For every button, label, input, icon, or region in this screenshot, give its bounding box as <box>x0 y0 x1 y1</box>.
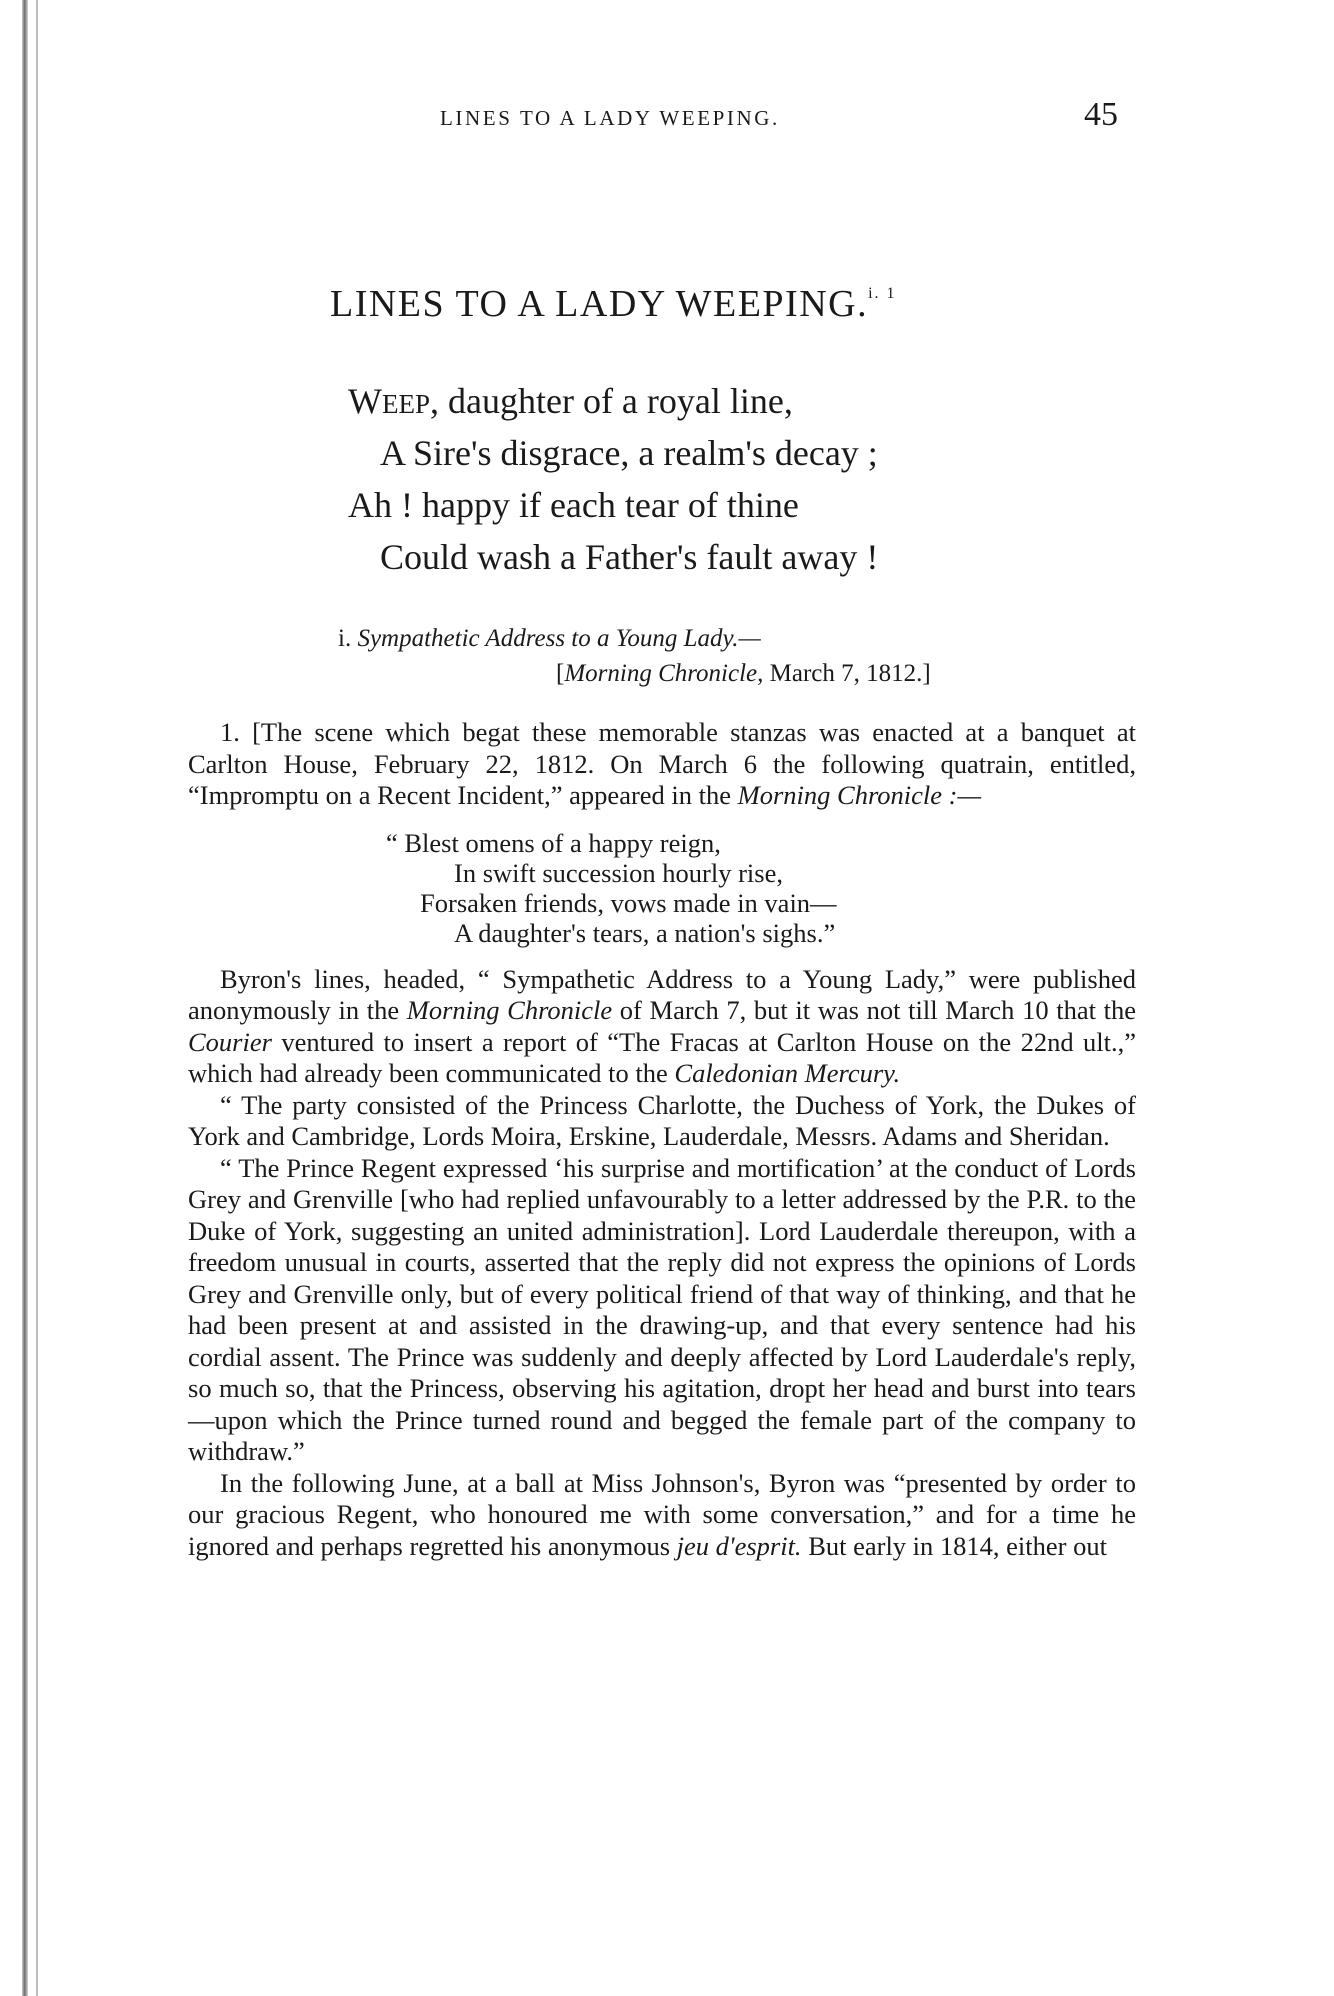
variant-source-line <box>556 660 931 688</box>
variant-marker: i. <box>338 625 352 652</box>
verse-initial-cap: W <box>348 381 382 421</box>
page-number: 45 <box>1084 96 1118 133</box>
note-paragraph-2 <box>188 964 1136 1090</box>
running-head: LINES TO A LADY WEEPING. <box>440 106 780 130</box>
note-p2-text-c: ventured to insert a report of “The Fracas at Carlton House on the 22nd ult.,” which had already been communicated to the <box>188 1026 1136 1088</box>
quatrain-line-2: In swift succession hourly rise, <box>454 857 783 888</box>
footnote-body <box>188 717 1136 1562</box>
verse-line-4: Could wash a Father's fault away ! <box>380 537 879 577</box>
note-paragraph-1 <box>188 717 1136 812</box>
verse-line-2: A Sire's disgrace, a realm's decay ; <box>380 433 878 473</box>
variant-title: Sympathetic Address to a Young Lady.— <box>357 625 761 652</box>
note-paragraph-3: “ The party consisted of the Princess Charlotte, the Duchess of York, the Dukes of York and Cambridge, Lords Moira, Erskine, Lauderdale, Messrs. Adams and Sheridan. <box>188 1089 1136 1151</box>
quatrain-line-3: Forsaken friends, vows made in vain— <box>420 887 837 918</box>
note-p2-text-a: Byron's lines, headed, “ Sympathetic Address to a Young Lady,” were published anonymously in the <box>188 963 1136 1025</box>
verse-line-1 <box>348 380 793 422</box>
verse-small-caps: EEP <box>381 389 430 419</box>
variant-open-bracket: [ <box>556 660 565 687</box>
verse-line-3: Ah ! happy if each tear of thine <box>348 485 799 525</box>
note-p2-text-b: of March 7, but it was not till March 10 that the <box>612 995 1136 1025</box>
note-p2-italic-1: Morning Chronicle <box>406 995 613 1025</box>
footnote-markers: i. 1 <box>868 285 897 302</box>
note-p1-text: 1. [The scene which begat these memorable stanzas was enacted at a banquet at Carlton House, February 22, 1812. On March 6 the following quatrain, entitled, “Impromptu on a Recent Incident,” appeared in the <box>188 717 1136 810</box>
variant-source: Morning Chronicle, <box>564 660 764 687</box>
poem-title <box>330 282 897 326</box>
quoted-quatrain <box>188 828 1136 948</box>
quatrain-line-4: A daughter's tears, a nation's sighs.” <box>454 917 836 948</box>
verse-line-1-rest: , daughter of a royal line, <box>430 381 793 421</box>
note-paragraph-4: “ The Prince Regent expressed ‘his surprise and mortification’ at the conduct of Lords Grey and Grenville [who had replied unfavourably to a letter addressed by the P.R. to the Duke of York, suggesting an united administration]. Lord Lauderdale thereupon, with a freedom unusual in courts, asserted that the reply did not express the opinions of Lords Grey and Grenville only, but of every political friend of that way of thinking, and that he had been present at and assisted in the drawing-up, and that every sentence had his cordial assent. The Prince was suddenly and deeply affected by Lord Lauderdale's reply, so much so, that the Princess, observing his agitation, dropt her head and burst into tears—upon which the Prince turned round and begged the female part of the company to withdraw.” <box>188 1152 1136 1466</box>
note-paragraph-5 <box>188 1468 1136 1563</box>
note-p2-italic-3: Caledonian Mercury. <box>674 1058 901 1088</box>
note-p1-italic: Morning Chronicle :— <box>737 780 982 810</box>
quatrain-line-1: “ Blest omens of a happy reign, <box>386 827 721 858</box>
variant-title-line <box>338 625 761 653</box>
note-p5-italic: jeu d'esprit. <box>676 1530 802 1561</box>
note-p5-text-b: But early in 1814, either out <box>801 1530 1107 1561</box>
poem-title-text: LINES TO A LADY WEEPING. <box>330 283 869 325</box>
note-p5-text-a: In the following June, at a ball at Miss Johnson's, Byron was “presented by order to our gracious Regent, who honoured me with some conversation,” and for a time he ignored and perhaps regretted his anonymous <box>188 1467 1136 1561</box>
variant-date: March 7, 1812.] <box>763 660 931 687</box>
note-p2-italic-2: Courier <box>188 1026 272 1057</box>
